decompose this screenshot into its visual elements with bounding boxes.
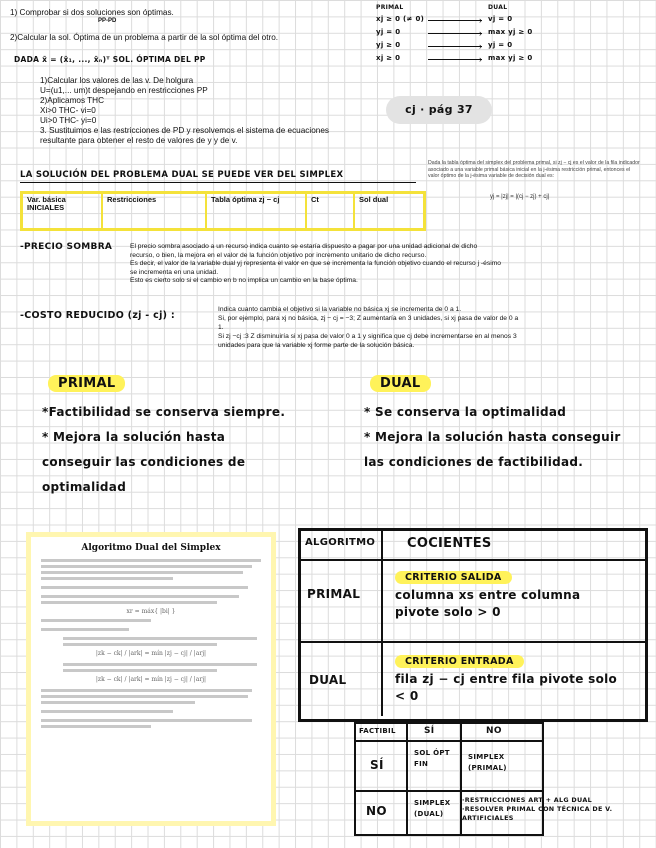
cell-primal-label — [301, 561, 383, 643]
given-solution: DADA x̄ = (x̄₁, ..., x̄ₙ)ᵀ SOL. ÓPTIMA DEL PP — [14, 55, 206, 64]
cell-col-si — [408, 724, 462, 742]
text-line: se incrementa en una unidad. — [130, 268, 219, 276]
arrow-line — [428, 59, 482, 60]
text-line: recurso, o bien, la mejora en el valor de la función objetivo por incremento unitario de dicho recurso. — [130, 251, 427, 259]
heading-underline — [20, 182, 416, 183]
no-no-line: ·RESTRICCIONES ART + ALG DUAL — [462, 796, 592, 804]
si-no-text: SIMPLEX (PRIMAL) — [468, 753, 507, 772]
col-restricciones: Restricciones — [103, 194, 207, 228]
dual-point: * Mejora la solución hasta conseguir las condiciones de factibilidad. — [364, 430, 621, 469]
text-line: unidades para que la variable xj forme parte de la solución básica. — [218, 342, 415, 349]
dual-title: DUAL — [370, 375, 431, 392]
arrow-line — [428, 46, 482, 47]
col-var-basica: Var. básica INICIALES — [23, 194, 103, 228]
costo-reducido-label: -COSTO REDUCIDO (zj - cj) : — [20, 310, 175, 321]
row-si-label: SÍ — [370, 758, 384, 772]
note-line-1: 1) Comprobar si dos soluciones son óptimas. — [10, 8, 174, 17]
arrow-head-icon: › — [479, 15, 482, 25]
sign-row-right: vj = 0 — [488, 15, 513, 23]
text-line: 1. — [218, 324, 224, 331]
text-line: Esto es cierto solo si el cambio en b no implica un cambio en la base óptima. — [130, 277, 358, 285]
primal-point: *Factibilidad se conserva siempre. — [42, 405, 286, 419]
text-line: Si zj −cj :3 Z disminuiría si xj pasa de valor 0 a 1 y significa que cj debe incrementarse en al menos 3 — [218, 333, 517, 340]
sign-correspondence — [376, 4, 586, 66]
precio-sombra-text — [130, 243, 620, 286]
cell-row-si — [356, 742, 408, 792]
algorithm-doc — [26, 532, 276, 826]
row-no-label: NO — [366, 804, 387, 818]
cell-dual-label — [301, 643, 383, 716]
arrow-head-icon: › — [479, 28, 482, 38]
cell-no-si — [408, 792, 462, 834]
primal-title: PRIMAL — [48, 375, 125, 392]
doc-formula-3: |zk − ck| / |ark| = mín |zj − cj| / |arj| — [95, 676, 207, 683]
arrow-head-icon: › — [479, 41, 482, 51]
sign-row-left: xj ≥ 0 (≠ 0) — [376, 15, 425, 23]
primal-point: * Mejora la solución hasta conseguir las condiciones de optimalidad — [42, 430, 246, 494]
sign-header-dual: DUAL — [488, 4, 508, 11]
cell-dual-rule — [383, 643, 645, 716]
sign-row-right: max yj ≥ 0 — [488, 54, 533, 62]
col-tabla-optima: Tabla óptima zj − cj — [207, 194, 307, 228]
step-line: 3. Sustituimos e las restricciones de PD y resolvemos el sistema de ecuaciones — [40, 126, 329, 135]
cell-algoritmo-header — [301, 531, 383, 561]
arrow-line — [428, 20, 482, 21]
step-line: Xi>0 THC- vi=0 — [40, 106, 96, 115]
simplex-dual-table — [20, 191, 426, 231]
step-line: U=(u1,... um)t despejando en restricciones PP — [40, 86, 208, 95]
criterio-salida: CRITERIO SALIDA — [395, 571, 512, 584]
col-si-label: SÍ — [424, 726, 435, 736]
side-formula: yj = |zj| = |(cj − zj) + cj| — [490, 194, 550, 200]
costo-reducido-text — [218, 305, 618, 350]
note-annotation: PP-PD — [98, 18, 117, 24]
algorithm-title: Algoritmo Dual del Simplex — [81, 543, 221, 553]
primal-points — [42, 400, 298, 500]
cell-row-no — [356, 792, 408, 834]
sign-header-primal: PRIMAL — [376, 4, 404, 11]
cell-si-no — [462, 742, 542, 792]
text-line: Si, por ejemplo, para xj no básica, zj − cj = −3; Z aumentaría en 3 unidades, si xj pasa de valor de 0 a — [218, 315, 519, 322]
sign-row-right: max yj ≥ 0 — [488, 28, 533, 36]
precio-sombra-label: -PRECIO SOMBRA — [20, 242, 113, 252]
sign-row-left: yj ≥ 0 — [376, 41, 401, 49]
text-line: Indica cuanto cambia el objetivo si la variable no básica xj se incrementa de 0 a 1. — [218, 306, 462, 313]
criterio-entrada-text: fila zj − cj entre fila pivote solo < 0 — [395, 672, 618, 703]
steps-block — [40, 76, 329, 146]
text-line: El precio sombra asociado a un recurso indica cuanto se estaría dispuesto a pagar por una unidad adicional de dicho — [130, 243, 478, 250]
no-no-text — [462, 796, 648, 823]
sign-row-left: xj ≥ 0 — [376, 54, 401, 62]
side-note: Dada la tabla óptima del simplex del problema primal, si zj − cj es el valor de la fila indicador asociado a una variable primal básica inicial en la j-ésima restricción primal, entonces el valor óptimo de la j-ésima variable de decisión dual es: — [428, 160, 640, 180]
corner-label: FACTIBIL — [359, 727, 396, 735]
text-line: Es decir, el valor de la variable dual yj representa el valor en que se incrementa la función objetivo cuando el recurso j -ésimo — [130, 260, 501, 268]
no-si-text: SIMPLEX (DUAL) — [414, 799, 451, 818]
cell-primal-rule — [383, 561, 645, 643]
arrow-line — [428, 33, 482, 34]
sign-row-left: yj = 0 — [376, 28, 401, 36]
doc-formula-2: |zk − ck| / |ark| = mín |zj − cj| / |arj| — [95, 650, 207, 657]
doc-formula-1: xr = máx{ |bi| } — [126, 608, 176, 615]
col-ct: Ct — [307, 194, 355, 228]
dual-points — [364, 400, 624, 475]
row-primal-label: PRIMAL — [307, 587, 361, 601]
dual-solution-heading: LA SOLUCIÓN DEL PROBLEMA DUAL SE PUEDE VER DEL SIMPLEX — [20, 170, 344, 180]
cell-cocientes-header — [383, 531, 645, 561]
criterio-entrada: CRITERIO ENTRADA — [395, 655, 524, 668]
criterio-salida-text: columna xs entre columna pivote solo > 0 — [395, 588, 581, 619]
note-line-2: 2)Calcular la sol. Óptima de un problema a partir de la sol óptima del otro. — [10, 33, 279, 42]
col-sol-dual: Sol dual — [359, 195, 389, 204]
step-line: Ui>0 THC- yi=0 — [40, 116, 97, 125]
step-line: 1)Calcular los valores de las v. De holgura — [40, 76, 194, 85]
si-si-text: SOL ÓPT FIN — [414, 749, 450, 768]
cocientes-table — [298, 528, 648, 722]
step-line: resultante para obtener el resto de valores de y y de v. — [40, 136, 238, 145]
page-reference: cj · pág 37 — [386, 96, 492, 124]
col-no-label: NO — [486, 726, 502, 736]
arrow-head-icon: › — [479, 54, 482, 64]
dual-point: * Se conserva la optimalidad — [364, 405, 567, 419]
cocientes-header: COCIENTES — [407, 536, 492, 551]
cell-col-no — [462, 724, 542, 742]
cell-si-si — [408, 742, 462, 792]
sign-row-right: yj = 0 — [488, 41, 513, 49]
cell-corner — [356, 724, 408, 742]
row-dual-label: DUAL — [309, 673, 347, 687]
algoritmo-header: ALGORITMO — [305, 537, 376, 548]
no-no-line: ·RESOLVER PRIMAL CON TÉCNICA DE V. ARTIFICIALES — [462, 805, 613, 822]
step-line: 2)Aplicamos THC — [40, 96, 105, 105]
